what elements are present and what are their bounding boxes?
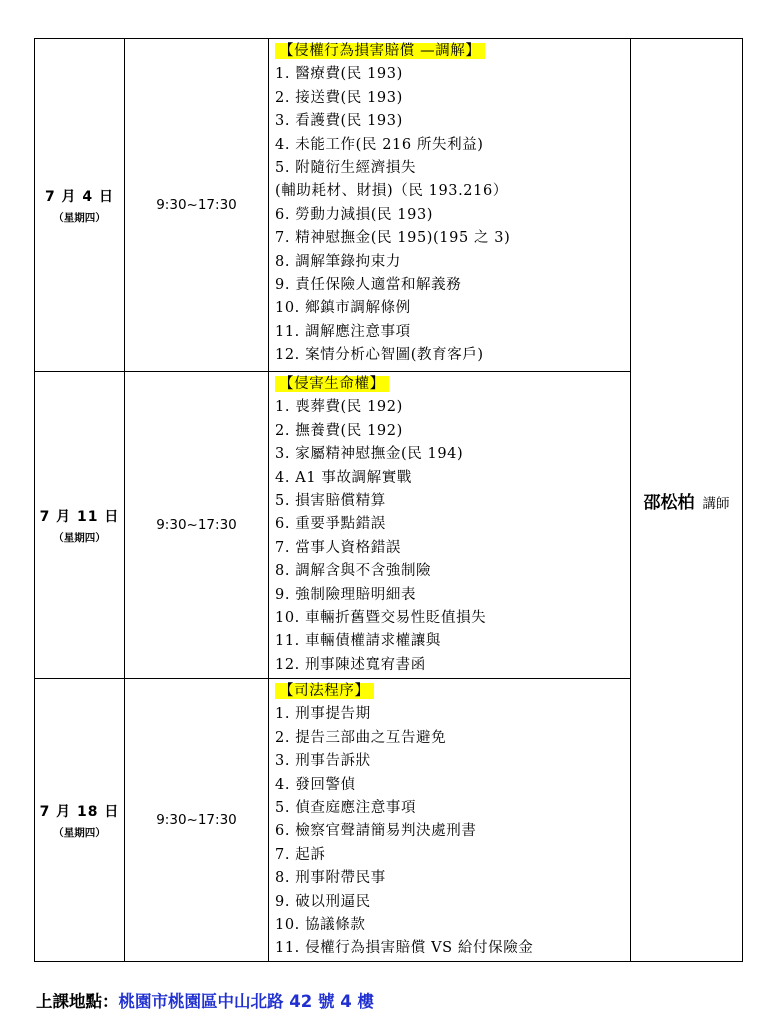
- session-date: 7 月 4 日: [44, 188, 115, 205]
- list-item: (輔助耗材、財損)（民 193.216）: [275, 183, 508, 200]
- session-date: 7 月 11 日: [39, 508, 120, 525]
- session-date: 7 月 18 日: [39, 803, 120, 820]
- session-content: [269, 372, 631, 679]
- list-item: 9. 責任保險人適當和解義務: [275, 276, 462, 293]
- list-item: 6. 勞動力減損(民 193): [275, 206, 434, 223]
- list-item: 4. 未能工作(民 216 所失利益): [275, 136, 484, 153]
- list-item: 7. 起訴: [275, 846, 326, 863]
- list-item: 11. 侵權行為損害賠償 VS 給付保險金: [275, 940, 534, 957]
- list-item: 8. 調解含與不含強制險: [275, 563, 432, 580]
- list-item: 1. 醫療費(民 193): [275, 66, 403, 83]
- list-item: 2. 接送費(民 193): [275, 89, 403, 106]
- list-item: 8. 調解筆錄拘束力: [275, 253, 401, 270]
- session-time: 9:30~17:30: [125, 679, 269, 962]
- session-title: 【司法程序】: [275, 683, 374, 699]
- date-cell: [35, 39, 125, 372]
- list-item: 4. 發回警偵: [275, 776, 356, 793]
- session-time: 9:30~17:30: [125, 372, 269, 679]
- location-address: 桃園市桃園區中山北路 42 號 4 樓: [118, 992, 374, 1011]
- list-item: 5. 偵查庭應注意事項: [275, 799, 417, 816]
- session-title: 【侵害生命權】: [275, 376, 389, 392]
- list-item: 7. 當事人資格錯誤: [275, 539, 401, 556]
- list-item: 9. 強制險理賠明細表: [275, 586, 417, 603]
- list-item: 8. 刑事附帶民事: [275, 870, 386, 887]
- location-label: 上課地點：: [36, 992, 119, 1011]
- list-item: 6. 檢察官聲請簡易判決處刑書: [275, 823, 477, 840]
- session-row: [35, 39, 743, 372]
- date-cell: [35, 372, 125, 679]
- list-item: 10. 車輛折舊暨交易性貶值損失: [275, 609, 487, 626]
- teacher-cell: [631, 39, 743, 962]
- list-item: 3. 刑事告訴狀: [275, 753, 371, 770]
- teacher-title: 講師: [702, 495, 730, 512]
- list-item: 10. 協議條款: [275, 916, 366, 933]
- list-item: 3. 看護費(民 193): [275, 113, 403, 130]
- session-weekday: （星期四）: [53, 826, 106, 839]
- list-item: 5. 附隨衍生經濟損失: [275, 159, 417, 176]
- list-item: 2. 提告三部曲之互告避免: [275, 729, 447, 746]
- list-item: 12. 刑事陳述寬宥書函: [275, 656, 426, 673]
- list-item: 2. 撫養費(民 192): [275, 422, 403, 439]
- list-item: 4. A1 事故調解實戰: [275, 469, 412, 486]
- session-time: 9:30~17:30: [125, 39, 269, 372]
- teacher-name: 邵松柏: [643, 492, 695, 513]
- list-item: 1. 喪葬費(民 192): [275, 399, 403, 416]
- list-item: 1. 刑事提告期: [275, 706, 371, 723]
- session-weekday: （星期四）: [53, 211, 106, 224]
- date-cell: [35, 679, 125, 962]
- session-content: [269, 679, 631, 962]
- list-item: 6. 重要爭點錯誤: [275, 516, 386, 533]
- session-title: 【侵權行為損害賠償 —調解】: [275, 43, 485, 59]
- list-item: 7. 精神慰撫金(民 195)(195 之 3): [275, 230, 511, 247]
- location-footer: [36, 988, 374, 1012]
- list-item: 10. 鄉鎮市調解條例: [275, 300, 411, 317]
- list-item: 12. 案情分析心智圖(教育客戶): [275, 347, 484, 364]
- list-item: 9. 破以刑逼民: [275, 893, 371, 910]
- schedule-table: [34, 38, 743, 962]
- list-item: 11. 車輛債權請求權讓與: [275, 633, 441, 650]
- session-weekday: （星期四）: [53, 531, 106, 544]
- list-item: 5. 損害賠償精算: [275, 492, 386, 509]
- session-content: [269, 39, 631, 372]
- list-item: 11. 調解應注意事項: [275, 323, 411, 340]
- list-item: 3. 家屬精神慰撫金(民 194): [275, 446, 464, 463]
